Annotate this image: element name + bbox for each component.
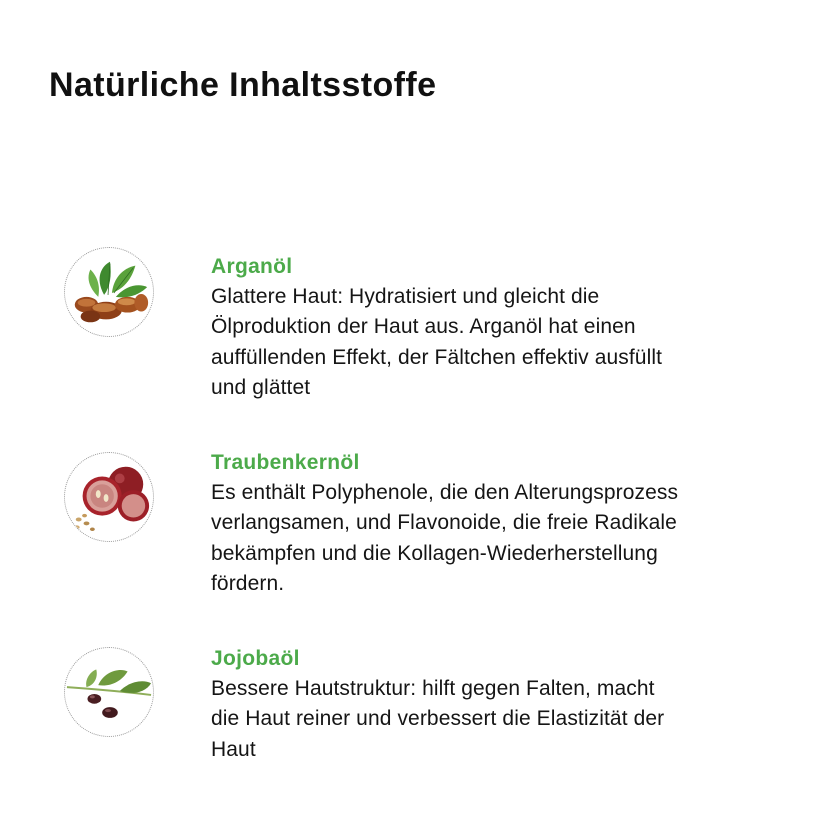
- jojoba-image: [64, 647, 154, 737]
- ingredient-description: [211, 478, 791, 599]
- argan-nuts-image: [64, 247, 154, 337]
- ingredient-name: Jojobaöl: [211, 647, 300, 670]
- description-line: Bessere Hautstruktur: hilft gegen Falten, macht: [211, 677, 655, 700]
- description-line: die Haut reiner und verbessert die Elastizität der: [211, 707, 665, 731]
- description-line: auffüllenden Effekt, der Fältchen effektiv ausfüllt: [211, 345, 663, 369]
- description-line: Es enthält Polyphenole, die den Alterungsprozess: [211, 481, 679, 504]
- description-line: Haut: [211, 737, 256, 761]
- description-line: Glattere Haut: Hydratisiert und gleicht die: [211, 285, 600, 308]
- ingredient-name: Arganöl: [211, 255, 293, 278]
- ingredient-name: Traubenkernöl: [211, 451, 360, 474]
- ingredient-description: [211, 282, 791, 403]
- description-line: Ölproduktion der Haut aus. Arganöl hat einen: [211, 315, 636, 339]
- ingredient-description: [211, 674, 791, 765]
- grapes-image: [64, 452, 154, 542]
- description-line: bekämpfen und die Kollagen-Wiederherstellung: [211, 541, 658, 565]
- description-line: und glättet: [211, 375, 311, 399]
- description-line: fördern.: [211, 571, 285, 595]
- description-line: verlangsamen, und Flavonoide, die freie Radikale: [211, 511, 677, 535]
- page-title: Natürliche Inhaltsstoffe: [49, 66, 437, 104]
